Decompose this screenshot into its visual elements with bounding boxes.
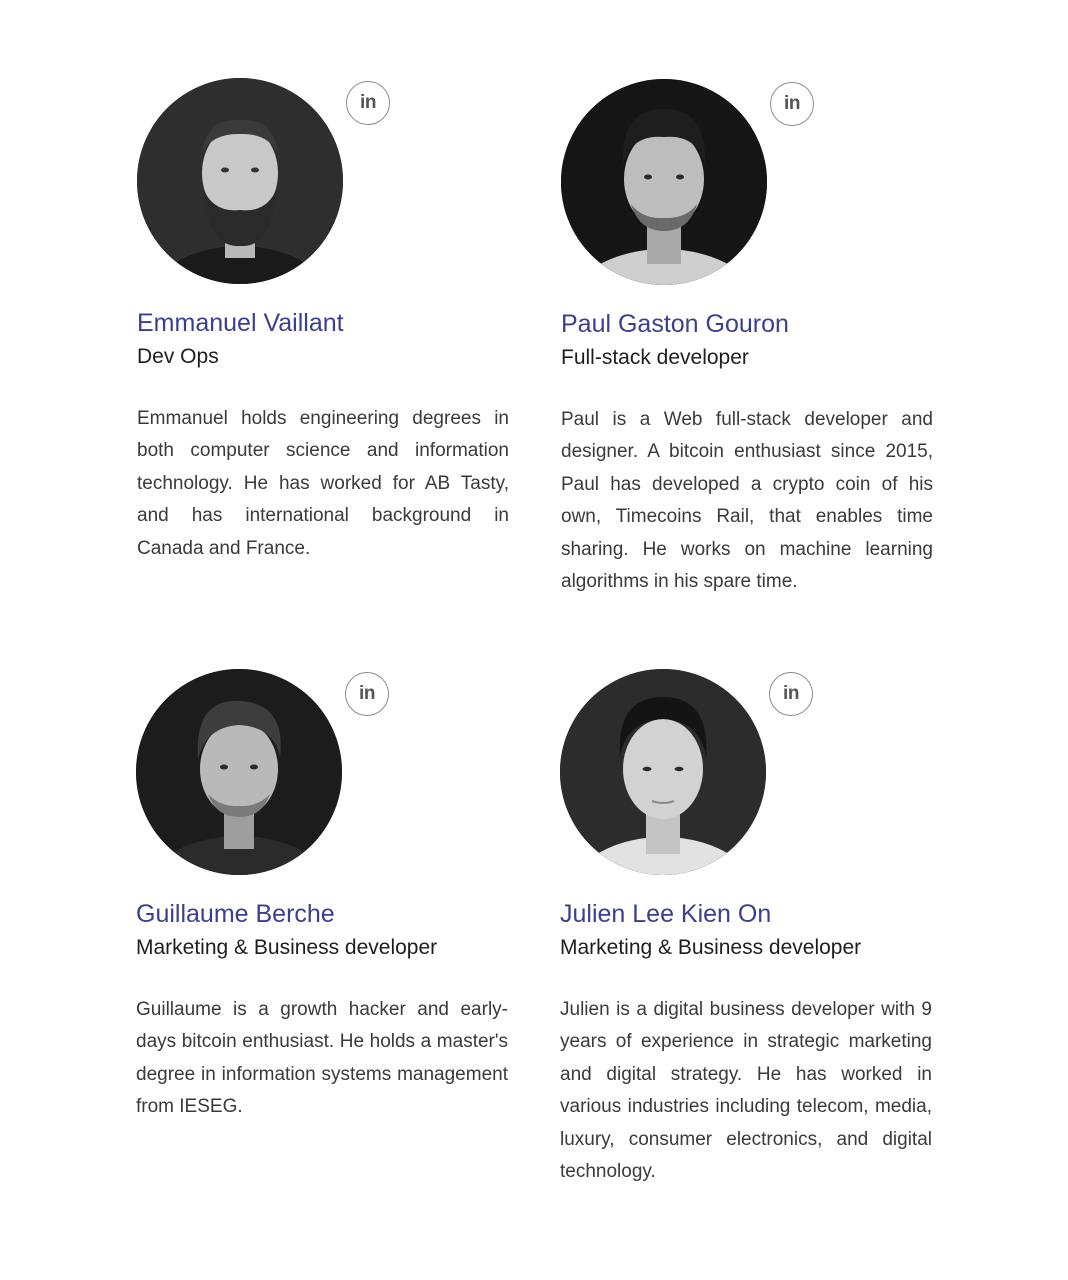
linkedin-icon[interactable] — [345, 672, 389, 716]
team-member-photo — [560, 669, 766, 875]
team-member-name: Emmanuel Vaillant — [137, 309, 344, 337]
team-member-role: Full-stack developer — [561, 346, 749, 369]
linkedin-label: in — [359, 683, 375, 704]
linkedin-label: in — [783, 683, 799, 704]
linkedin-label: in — [360, 92, 376, 113]
team-member-role: Marketing & Business developer — [136, 936, 438, 959]
team-member-photo — [561, 79, 767, 285]
linkedin-icon[interactable] — [346, 81, 390, 125]
team-member-role: Dev Ops — [137, 345, 219, 368]
team-member-role: Marketing & Business developer — [560, 936, 862, 959]
team-member-photo — [137, 78, 343, 284]
team-member-name: Paul Gaston Gouron — [561, 310, 789, 338]
linkedin-label: in — [784, 93, 800, 114]
linkedin-icon[interactable] — [769, 672, 813, 716]
team-member-bio: Guillaume is a growth hacker and early-days bitcoin enthusiast. He holds a master's degree in information systems management from IESEG. — [136, 999, 508, 1118]
team-member-bio: Emmanuel holds engineering degrees in both computer science and information technology. He has worked for AB Tasty, and has international background in Canada and France. — [137, 408, 509, 559]
team-member-photo — [136, 669, 342, 875]
team-member-bio: Julien is a digital business developer with 9 years of experience in strategic marketing and digital strategy. He has worked in various industries including telecom, media, luxury, consumer electronics, and digital technology. — [560, 999, 932, 1183]
team-member-bio: Paul is a Web full-stack developer and designer. A bitcoin enthusiast since 2015, Paul has developed a crypto coin of his own, Timecoins Rail, that enables time sharing. He works on machine learning algorithms in his spare time. — [561, 409, 933, 593]
team-member-name: Guillaume Berche — [136, 900, 335, 928]
team-member-name: Julien Lee Kien On — [560, 900, 772, 928]
linkedin-icon[interactable] — [770, 82, 814, 126]
